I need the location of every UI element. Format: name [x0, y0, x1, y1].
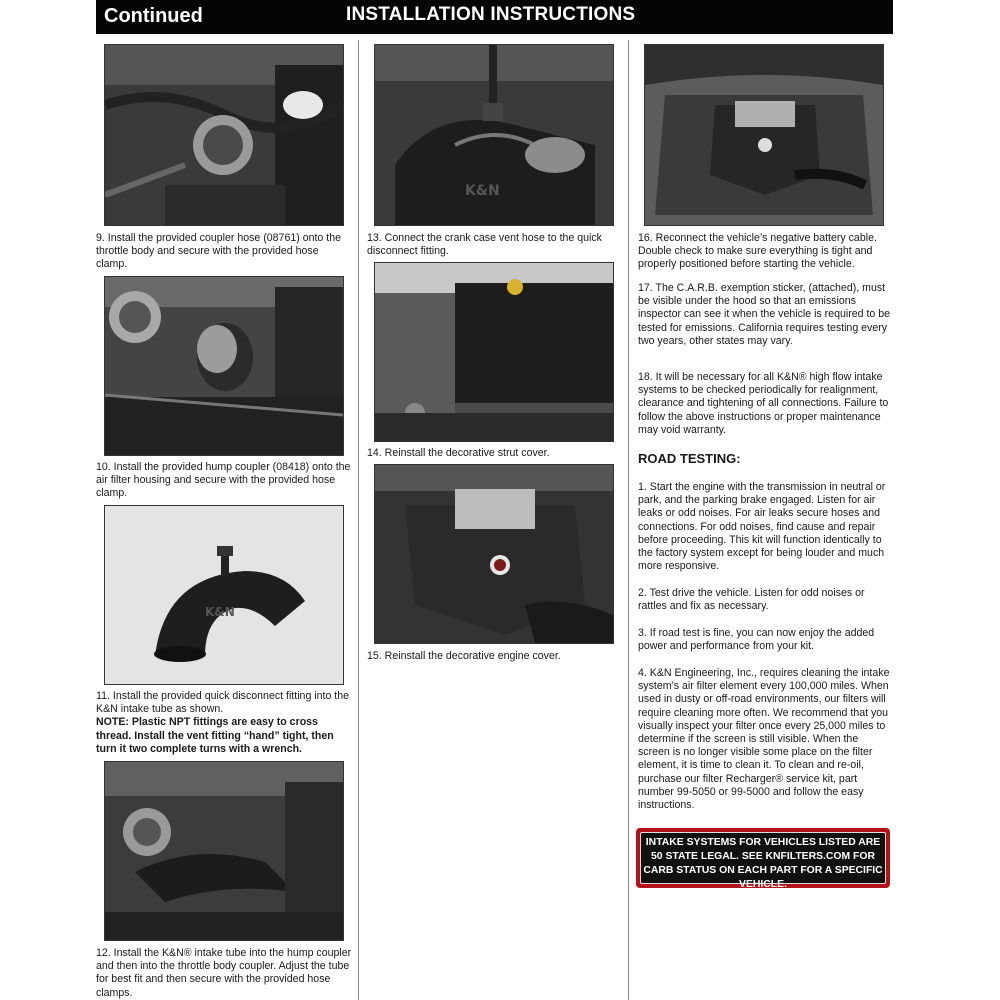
- road-testing-heading: ROAD TESTING:: [638, 451, 741, 466]
- page-title: INSTALLATION INSTRUCTIONS: [346, 4, 636, 25]
- caption-step-10: 10. Install the provided hump coupler (08418) onto the air filter housing and secure with the provided hose clamp.: [96, 461, 351, 500]
- road-test-2: 2. Test drive the vehicle. Listen for odd noises or rattles and fix as necessary.: [638, 587, 865, 613]
- step-11-text: 11. Install the provided quick disconnect fitting into the K&N intake tube as shown.: [96, 690, 350, 716]
- caption-step-9: 9. Install the provided coupler hose (08761) onto the throttle body and secure with the provided hose clamp.: [96, 232, 341, 271]
- photo-step-9: [104, 44, 344, 226]
- photo-step-10: [104, 276, 344, 456]
- header-bar: [96, 0, 893, 34]
- caption-step-13: 13. Connect the crank case vent hose to the quick disconnect fitting.: [367, 232, 602, 258]
- caption-step-11: [96, 690, 352, 756]
- photo-step-13: [374, 44, 614, 226]
- photo-step-12: [104, 761, 344, 941]
- road-test-4: 4. K&N Engineering, Inc., requires cleaning the intake system’s air filter element every 100,000 miles. When used in dusty or off-road environments, our filters will require cleaning more often. We recommend that you visually inspect your filter once every 25,000 miles to determine if the screen is still visible. When the screen is no longer visible some place on the filter element, it is time to clean it. To clean and re-oil, purchase our filter Recharger® service kit, part number 99-5050 or 99-5000 and follow the easy instructions.: [638, 667, 890, 812]
- photo-step-16: [644, 44, 884, 226]
- svg-text:K&N: K&N: [205, 605, 235, 619]
- photo-step-14: [374, 262, 614, 442]
- carb-notice-text: INTAKE SYSTEMS FOR VEHICLES LISTED ARE 50 STATE LEGAL. SEE KNFILTERS.COM FOR CARB STATUS ON EACH PART FOR A SPECIFIC VEHICLE.: [640, 832, 886, 884]
- step-17-text: 17. The C.A.R.B. exemption sticker, (attached), must be visible under the hood so that an emissions inspector can see it when the vehicle is required to be tested for emissions. California requires testing every two years, other states may vary.: [638, 282, 891, 347]
- caption-step-12: 12. Install the K&N® intake tube into the hump coupler and then into the throttle body coupler. Adjust the tube for best fit and then secure with the provided hose clamps.: [96, 947, 352, 999]
- caption-step-14: 14. Reinstall the decorative strut cover.: [367, 447, 550, 459]
- caption-step-15: 15. Reinstall the decorative engine cover.: [367, 650, 561, 662]
- continued-label: Continued: [104, 5, 203, 27]
- step-11-note: NOTE: Plastic NPT fittings are easy to cross thread. Install the vent fitting “hand” tight, then turn it two complete turns with a wrench.: [96, 716, 334, 755]
- road-test-1: 1. Start the engine with the transmission in neutral or park, and the parking brake engaged. Listen for air leaks or odd noises. For air leaks secure hoses and connections. For odd noises, find cause and repair before proceeding. This kit will function identically to the factory system except for being louder and much more responsive.: [638, 481, 886, 573]
- photo-step-15: [374, 464, 614, 644]
- road-test-3: 3. If road test is fine, you can now enjoy the added power and performance from your kit.: [638, 627, 875, 653]
- carb-notice-box: [636, 828, 890, 888]
- step-18-text: 18. It will be necessary for all K&N® high flow intake systems to be checked periodically for realignment, clearance and tightening of all connections. Failure to follow the above instructions or proper maintenance may void warranty.: [638, 371, 889, 436]
- column-divider-right: [628, 40, 629, 1000]
- column-divider-left: [358, 40, 359, 1000]
- photo-step-11: [104, 505, 344, 685]
- svg-text:K&N: K&N: [465, 183, 500, 199]
- step-16-text: 16. Reconnect the vehicle’s negative battery cable. Double check to make sure everything is tight and properly positioned before starting the vehicle.: [638, 232, 877, 271]
